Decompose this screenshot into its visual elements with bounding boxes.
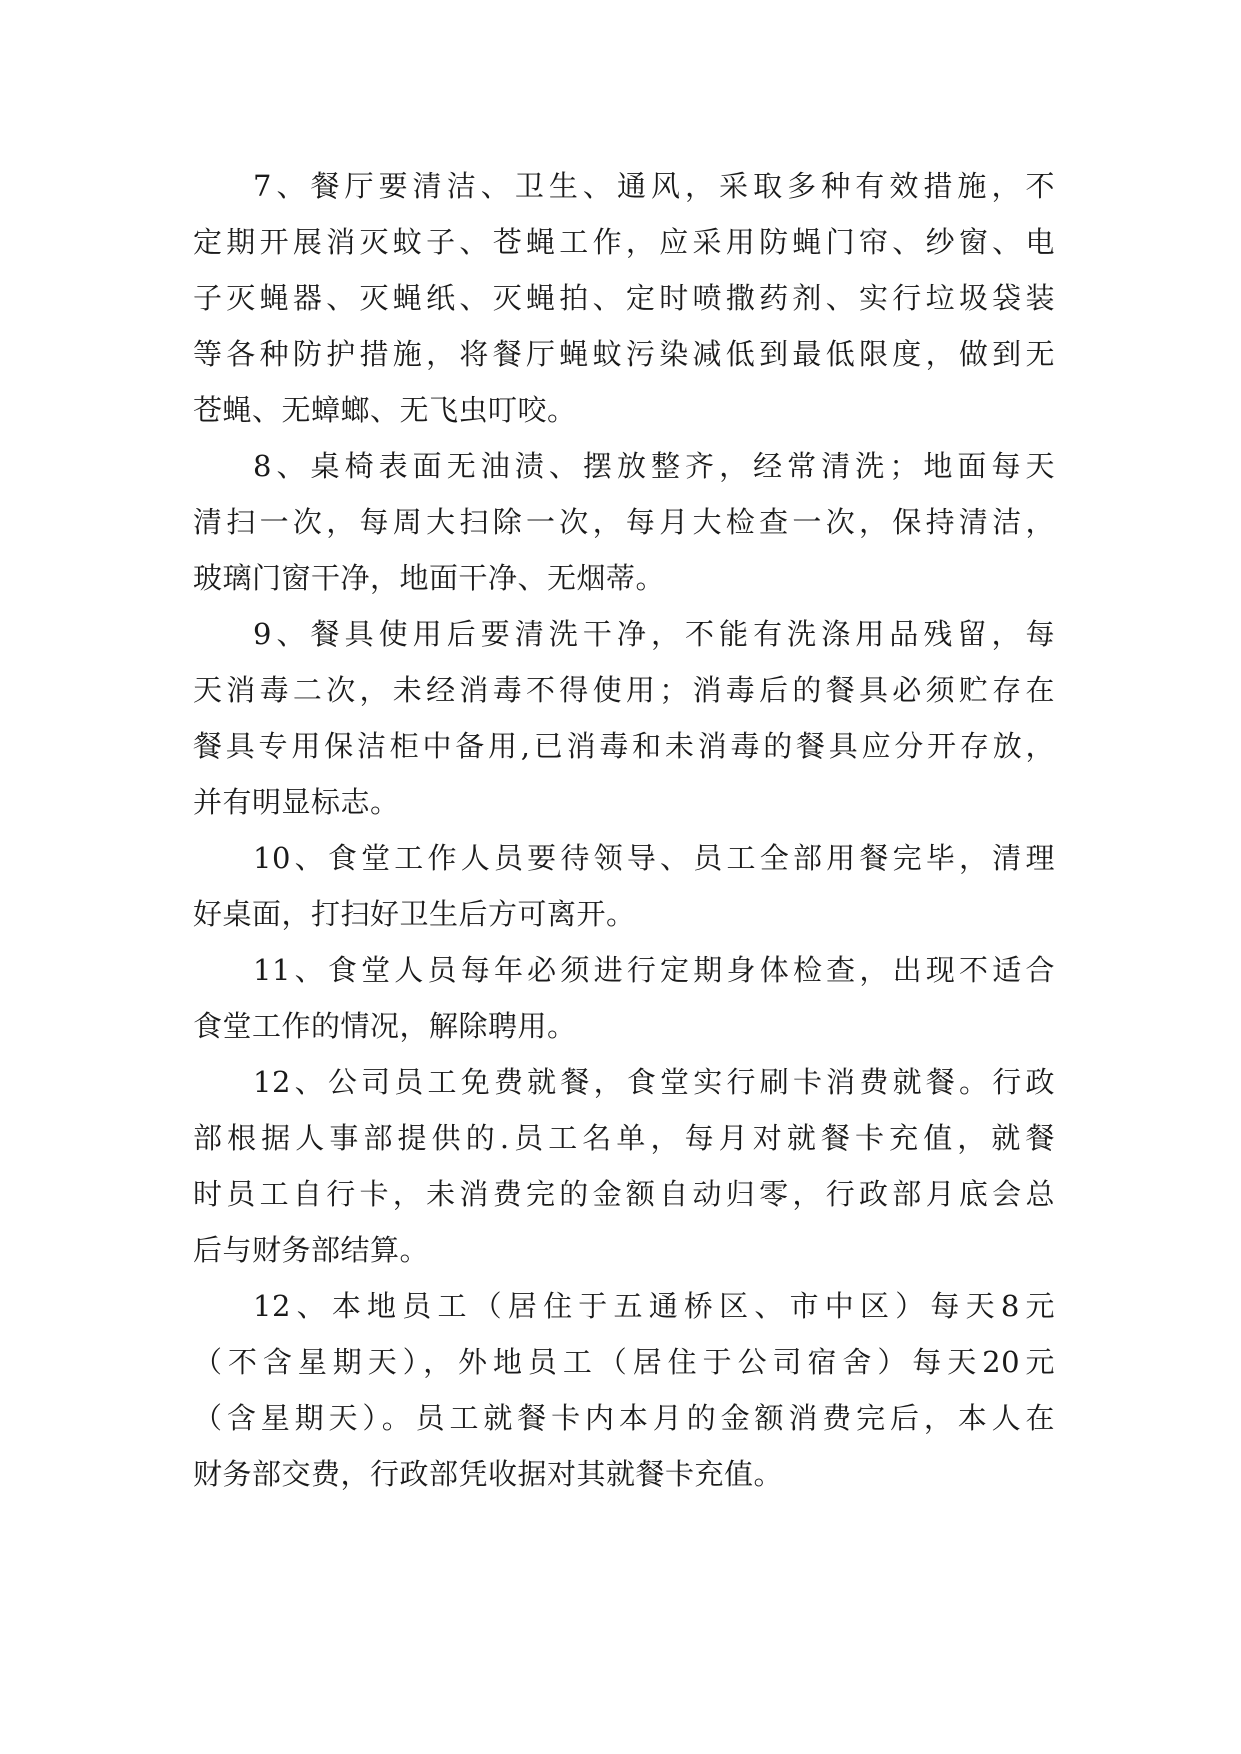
paragraph-line: 子灭蝇器、灭蝇纸、灭蝇拍、定时喷撒药剂、实行垃圾袋装	[193, 281, 1055, 315]
paragraph-line: 餐具专用保洁柜中备用,已消毒和未消毒的餐具应分开存放，	[193, 729, 1055, 763]
paragraph-9	[193, 606, 1055, 830]
paragraph-line: 10、食堂工作人员要待领导、员工全部用餐完毕，清理	[253, 841, 1055, 875]
paragraph-line: （含星期天）。员工就餐卡内本月的金额消费完后，本人在	[193, 1401, 1055, 1435]
paragraph-line: 定期开展消灭蚊子、苍蝇工作，应采用防蝇门帘、纱窗、电	[193, 225, 1055, 259]
paragraph-line: 清扫一次，每周大扫除一次，每月大检查一次，保持清洁，	[193, 505, 1055, 539]
paragraph-line: （不含星期天），外地员工（居住于公司宿舍）每天20元	[193, 1345, 1055, 1379]
paragraph-line: 12、公司员工免费就餐，食堂实行刷卡消费就餐。行政	[253, 1065, 1055, 1099]
paragraph-line: 并有明显标志。	[193, 785, 400, 819]
document-body	[193, 158, 1055, 1502]
paragraph-line: 8、桌椅表面无油渍、摆放整齐，经常清洗；地面每天	[253, 449, 1055, 483]
paragraph-line: 好桌面，打扫好卫生后方可离开。	[193, 897, 636, 931]
paragraph-line: 天消毒二次，未经消毒不得使用；消毒后的餐具必须贮存在	[193, 673, 1055, 707]
paragraph-line: 等各种防护措施，将餐厅蝇蚊污染减低到最低限度，做到无	[193, 337, 1055, 371]
paragraph-line: 部根据人事部提供的.员工名单，每月对就餐卡充值，就餐	[193, 1121, 1055, 1155]
paragraph-line: 7、餐厅要清洁、卫生、通风，采取多种有效措施，不	[253, 169, 1055, 203]
paragraph-line: 苍蝇、无蟑螂、无飞虫叮咬。	[193, 393, 577, 427]
paragraph-line: 12、本地员工（居住于五通桥区、市中区）每天8元	[253, 1289, 1055, 1323]
paragraph-line: 财务部交费，行政部凭收据对其就餐卡充值。	[193, 1457, 784, 1491]
paragraph-10	[193, 830, 1055, 942]
paragraph-12	[193, 1054, 1055, 1278]
paragraph-line: 玻璃门窗干净，地面干净、无烟蒂。	[193, 561, 666, 595]
paragraph-line: 食堂工作的情况，解除聘用。	[193, 1009, 577, 1043]
paragraph-line: 9、餐具使用后要清洗干净，不能有洗涤用品残留，每	[253, 617, 1055, 651]
paragraph-11	[193, 942, 1055, 1054]
paragraph-line: 11、食堂人员每年必须进行定期身体检查，出现不适合	[253, 953, 1055, 987]
paragraph-line: 后与财务部结算。	[193, 1233, 430, 1267]
paragraph-7	[193, 158, 1055, 438]
paragraph-12b	[193, 1278, 1055, 1502]
paragraph-line: 时员工自行卡，未消费完的金额自动归零，行政部月底会总	[193, 1177, 1055, 1211]
paragraph-8	[193, 438, 1055, 606]
